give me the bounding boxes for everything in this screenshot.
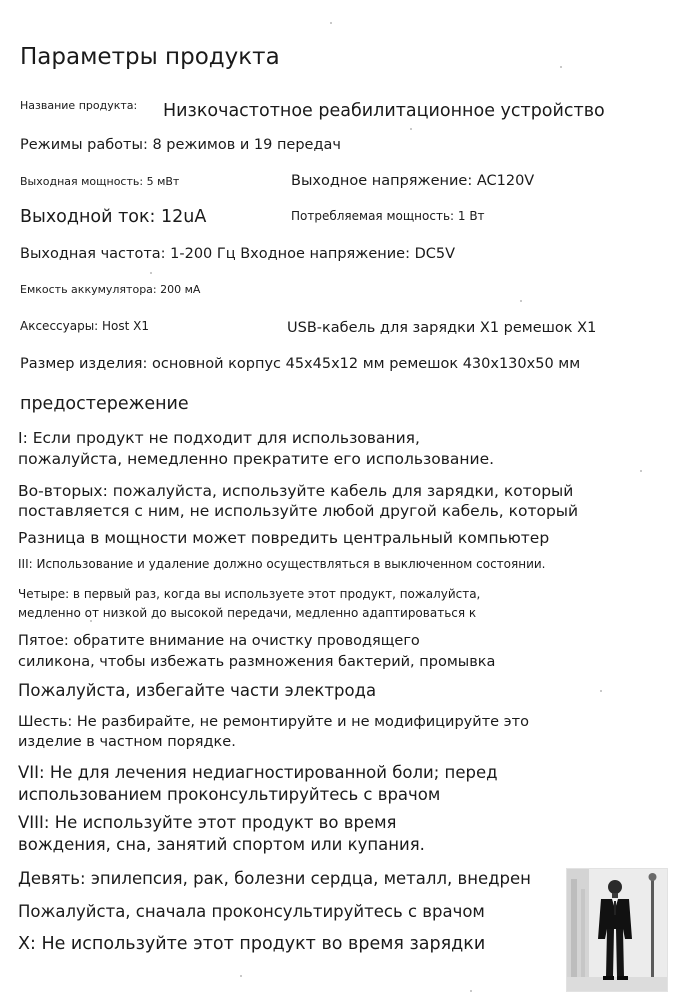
caution-line: VII: Не для лечения недиагностированной боли; перед <box>18 763 498 782</box>
caution-heading: предостережение <box>20 394 189 414</box>
person-photo <box>566 868 668 992</box>
frequency-input-text: Выходная частота: 1-200 Гц Входное напряжение: DC5V <box>20 246 456 262</box>
caution-line: изделие в частном порядке. <box>18 734 236 750</box>
accessories-rest: USB-кабель для зарядки X1 ремешок X1 <box>287 320 597 336</box>
caution-line: Пожалуйста, избегайте части электрода <box>18 681 377 700</box>
caution-line: Во-вторых: пожалуйста, используйте кабель для зарядки, который <box>18 482 574 500</box>
caution-line: вождения, сна, занятий спортом или купания. <box>18 835 425 854</box>
caution-line: VIII: Не используйте этот продукт во время <box>18 813 397 832</box>
caution-line: Четыре: в первый раз, когда вы используете этот продукт, пожалуйста, <box>18 587 481 601</box>
caution-line: Разница в мощности может повредить центральный компьютер <box>18 529 550 547</box>
power-consumption-text: Потребляемая мощность: 1 Вт <box>291 209 485 223</box>
caution-line: III: Использование и удаление должно осуществляться в выключенном состоянии. <box>18 557 546 571</box>
caution-line: использованием проконсультируйтесь с врачом <box>18 785 441 804</box>
output-power-text: Выходная мощность: 5 мВт <box>20 175 180 188</box>
modes-text: Режимы работы: 8 режимов и 19 передач <box>20 137 341 153</box>
person-in-suit-icon <box>567 869 667 991</box>
caution-line: Шесть: Не разбирайте, не ремонтируйте и не модифицируйте это <box>18 714 529 730</box>
output-current-text: Выходной ток: 12uA <box>20 207 207 227</box>
caution-line: силикона, чтобы избежать размножения бактерий, промывка <box>18 654 496 670</box>
caution-line: X: Не используйте этот продукт во время зарядки <box>18 934 486 954</box>
caution-line: медленно от низкой до высокой передачи, медленно адаптироваться к <box>18 606 477 620</box>
size-text: Размер изделия: основной корпус 45x45x12 мм ремешок 430x130x50 мм <box>20 356 581 372</box>
accessories-label: Аксессуары: Host X1 <box>20 319 150 333</box>
battery-text: Емкость аккумулятора: 200 мА <box>20 283 201 296</box>
caution-line: поставляется с ним, не используйте любой другой кабель, который <box>18 502 579 520</box>
product-name-value: Низкочастотное реабилитационное устройство <box>163 101 605 121</box>
caution-line: пожалуйста, немедленно прекратите его использование. <box>18 450 495 468</box>
caution-line: Девять: эпилепсия, рак, болезни сердца, металл, внедрен <box>18 870 531 888</box>
caution-line: Пятое: обратите внимание на очистку проводящего <box>18 633 420 649</box>
caution-line: I: Если продукт не подходит для использования, <box>18 429 420 447</box>
product-name-label: Название продукта: <box>20 99 138 112</box>
output-voltage-text: Выходное напряжение: AC120V <box>291 173 535 189</box>
caution-line: Пожалуйста, сначала проконсультируйтесь с врачом <box>18 902 485 921</box>
page-title: Параметры продукта <box>20 44 280 70</box>
